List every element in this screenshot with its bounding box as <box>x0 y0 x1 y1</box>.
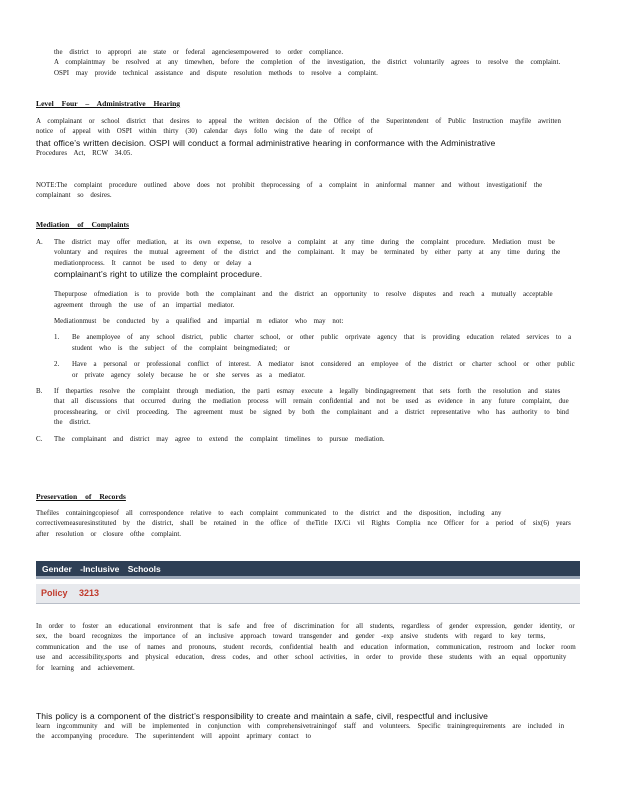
intro-line-2: A complaintmay be resolved at any timewhen, before the completion of the investigation, the district voluntarily agrees to resolve the complaint. OSPI may provide technical assistance and dispute resolution methods to resolve a complaint. <box>54 59 561 77</box>
policy-component-text: learn ingcommunity and will be implemented in conjunction with comprehensivetrainingof staff and volunteers. Specific trainingrequirements are included in the accompanying procedure. The superintendent will appoint aprimary contact to <box>36 723 565 741</box>
mediator-conditions-list <box>54 333 576 381</box>
level-four-body-emphasis: that office’s written decision. OSPI will conduct a formal administrative hearing in conformance with the Administrative <box>36 137 496 148</box>
mediation-conducted: Mediationmust be conducted by a qualified and impartial m ediator who may not: <box>54 318 344 326</box>
item-marker: B. <box>36 388 43 396</box>
level-four-body <box>36 117 576 159</box>
item-marker: C. <box>36 435 43 443</box>
note-paragraph: NOTE:The complaint procedure outlined above does not prohibit theprocessing of a complaint in aninformal manner and without investigationif the complainant so desires. <box>36 182 543 200</box>
mediation-item-b <box>36 387 576 429</box>
mediation-item-c <box>36 435 576 445</box>
preservation-heading: Preservation of Records <box>36 492 126 501</box>
section-banner <box>36 561 580 579</box>
mediator-condition: 2. Have a personal or professional conflict of interest. A mediator isnot considered an employee of the district or charter school or other public or private agency solely because he or she serves as a mediator. <box>54 361 575 379</box>
mediation-item-a-emphasis: complainant’s right to utilize the complaint procedure. <box>54 269 263 280</box>
mediation-item-b-text: If theparties resolve the complaint through mediation, the parti esmay execute a legally bindingagreement that sets forth the resolution and states that all discussions that occurred during the mediation process will remain confidential and not be used as evidence in any future complaint, due processhearing, or civil proceeding. The agreement must be signed by both the complainant and a district representative who has authority to bind the district. <box>54 388 569 427</box>
mediation-purpose: Thepurpose ofmediation is to provide both the complainant and the district an opportunity to resolve disputes and reach a mutually acceptable agreement through the use of an impartial mediator. <box>54 291 553 309</box>
mediation-body <box>36 238 576 451</box>
section-banner-title: Gender -Inclusive Schools <box>42 564 161 574</box>
policy-number: Policy 3213 <box>41 588 100 598</box>
item-marker: A. <box>36 239 43 246</box>
policy-component-emphasis: This policy is a component of the district’s responsibility to create and maintain a safe, civil, respectful and inclusive <box>36 711 488 721</box>
level-four-body-end: Procedures Act, RCW 34.05. <box>36 149 133 157</box>
intro-line-1: the district to appropri ate state or federal agenciesempowered to order compliance. <box>54 49 344 56</box>
mediation-item-c-text: The complainant and district may agree to extend the complaint timelines to pursue mediation. <box>54 435 385 443</box>
level-four-body-start: A complainant or school district that desires to appeal the written decision of the Office of the Superintendent of Public Instruction mayfile awritten notice of appeal with OSPI within thirty (30) calendar days follo wing the date of receipt of <box>36 118 562 136</box>
gender-inclusive-paragraph: In order to foster an educational environment that is safe and free of discrimination for all students, regardless of gender expression, gender identity, or sex, the board recognizes the importance of an inclusive approach toward transgender and gender -exp ansive students with regard to key terms, communication and the use of names and pronouns, student records, confidential health and education information, communication, restroom and locker room use and accessibility,sports and physical education, dress codes, and other school activities, in order to provide these students with an equal opportunity for learning and achievement. <box>36 623 576 672</box>
preservation-paragraph: Thefiles containingcopiesof all correspondence relative to each complaint communicated to the district and the disposition, including any correctivemeasuresinstituted by the district, shall be retained in the office of theTitle IX/Ci vil Rights Complia nce Officer for a period of six(6) years after resolution or closure ofthe complaint. <box>36 510 571 538</box>
intro-block <box>54 48 574 79</box>
policy-bar <box>36 584 580 604</box>
policy-component-paragraph <box>36 711 576 743</box>
mediator-condition: 1. Be anemployee of any school district, public charter school, or other public orprivate agency that is providing education related services to a student who is the subject of the complaint beingmediated; or <box>54 334 572 352</box>
mediation-heading: Mediation of Complaints <box>36 220 130 229</box>
mediation-item-a <box>36 238 576 381</box>
mediation-item-a-text: The district may offer mediation, at its own expense, to resolve a complaint at any time during the complaint procedure. Mediation must be voluntary and requires the mutual agreement of the district and the complainant. It may be terminated by either party at any time during the mediationprocess. It cannot be used to deny or delay a <box>54 239 561 267</box>
level-four-heading: Level Four – Administrative Hearing <box>36 99 181 108</box>
